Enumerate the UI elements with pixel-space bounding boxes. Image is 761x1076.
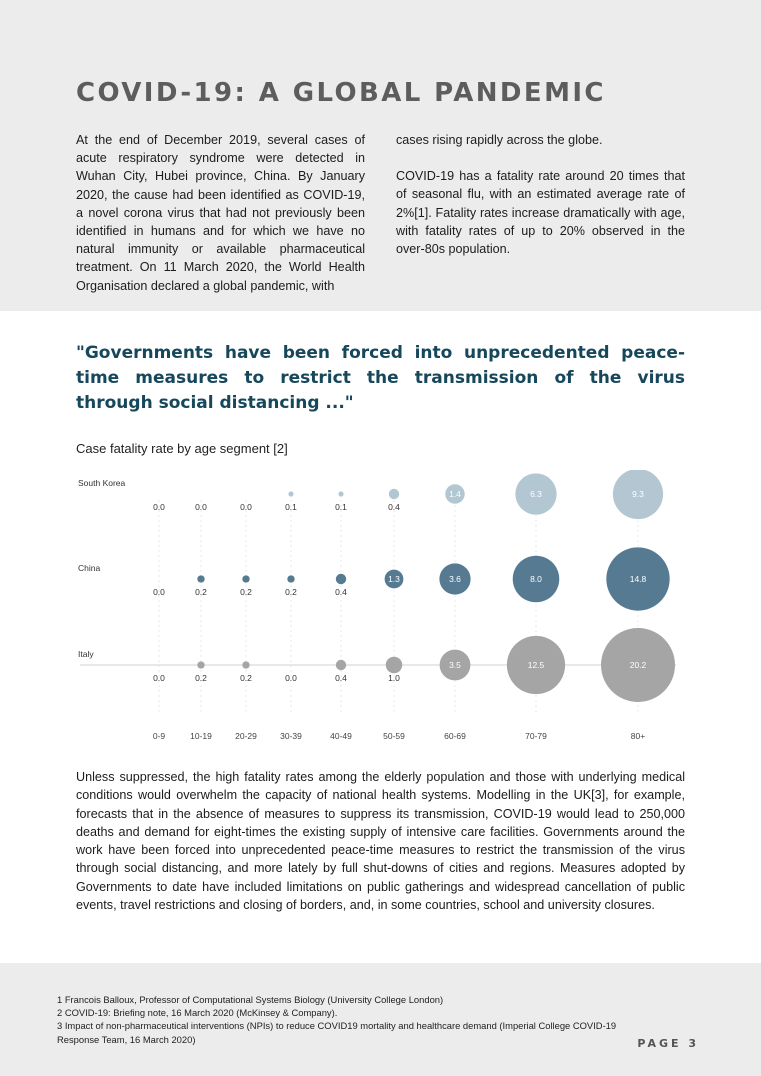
value-label-italy-6: 3.5 [449, 660, 461, 670]
x-tick-label-4: 40-49 [330, 731, 352, 741]
value-label-south-korea-7: 6.3 [530, 489, 542, 499]
x-tick-label-8: 80+ [630, 731, 646, 741]
pull-quote: "Governments have been forced into unprecedented peace-time measures to restrict the transmission of the virus through social distancing ..." [76, 343, 685, 413]
footnote-1: 1 Francois Balloux, Professor of Computational Systems Biology (University College London) [57, 994, 444, 1005]
value-label-china-5: 1.3 [388, 574, 400, 584]
bubble-south-korea-5 [389, 489, 399, 499]
bubble-china-1 [197, 575, 204, 582]
value-label-italy-4: 0.4 [335, 673, 347, 683]
x-tick-label-7: 70-79 [525, 731, 547, 741]
body-section [76, 768, 685, 914]
value-label-china-4: 0.4 [335, 587, 347, 597]
value-label-china-7: 8.0 [530, 574, 542, 584]
intro-continuation: cases rising rapidly across the globe. [396, 133, 603, 147]
bubble-south-korea-4 [338, 491, 343, 496]
value-label-china-6: 3.6 [449, 574, 461, 584]
value-label-china-2: 0.2 [240, 587, 252, 597]
value-label-china-8: 14.8 [629, 574, 647, 584]
footnote-3: 3 Impact of non-pharmaceutical interventions (NPIs) to reduce COVID19 mortality and healthcare demand (Imperial College COVID-19 Response Team, 16 March 2020) [57, 1020, 617, 1045]
x-tick-label-2: 20-29 [235, 731, 257, 741]
page-number: PAGE 3 [637, 1037, 699, 1050]
bubble-italy-1 [197, 661, 204, 668]
value-label-south-korea-1: 0.0 [195, 502, 207, 512]
value-label-china-3: 0.2 [285, 587, 297, 597]
bubble-china-2 [242, 575, 249, 582]
bubble-italy-2 [242, 661, 249, 668]
value-label-italy-2: 0.2 [240, 673, 252, 683]
value-label-italy-3: 0.0 [285, 673, 297, 683]
value-label-italy-1: 0.2 [195, 673, 207, 683]
series-label-italy: Italy [78, 649, 94, 659]
x-tick-label-6: 60-69 [444, 731, 466, 741]
footnotes [57, 993, 647, 1046]
value-label-italy-0: 0.0 [153, 673, 165, 683]
page-title: COVID-19: A GLOBAL PANDEMIC [76, 78, 606, 108]
value-label-italy-7: 12.5 [527, 660, 545, 670]
intro-column-right [396, 131, 685, 258]
value-label-south-korea-2: 0.0 [240, 502, 252, 512]
chart-title: Case fatality rate by age segment [2] [76, 441, 288, 456]
intro-column-left [76, 131, 365, 295]
value-label-south-korea-6: 1.4 [449, 489, 461, 499]
value-label-south-korea-4: 0.1 [335, 502, 347, 512]
x-tick-label-1: 10-19 [190, 731, 212, 741]
body-paragraph: Unless suppressed, the high fatality rates among the elderly population and those with underlying medical conditions would overwhelm the capacity of national health systems. Modelling in the UK[3], for example, forecasts that in the absence of measures to suppress its transmission, COVID-19 would lead to 250,000 deaths and demand for eight-times the existing supply of intensive care facilities. Governments around the work have been forced into unprecedented peace-time measures to restrict the transmission of the virus through social distancing, and more lately by full shut-downs of cities and regions. Measures adopted by Governments to date have included limitations on public gatherings and widespread cancellation of public events, travel restrictions and closing of borders, and, in some countries, school and university closures. [76, 770, 685, 913]
value-label-south-korea-8: 9.3 [632, 489, 644, 499]
value-label-china-0: 0.0 [153, 587, 165, 597]
value-label-china-1: 0.2 [195, 587, 207, 597]
series-label-china: China [78, 563, 101, 573]
value-label-south-korea-5: 0.4 [388, 502, 400, 512]
series-label-south-korea: South Korea [78, 478, 126, 488]
value-label-south-korea-3: 0.1 [285, 502, 297, 512]
bubble-china-4 [336, 574, 346, 584]
footnote-2: 2 COVID-19: Briefing note, 16 March 2020 (McKinsey & Company). [57, 1007, 338, 1019]
value-label-italy-8: 20.2 [629, 660, 647, 670]
x-tick-label-5: 50-59 [383, 731, 405, 741]
bubble-china-3 [287, 575, 294, 582]
bubble-italy-4 [336, 660, 346, 670]
value-label-italy-5: 1.0 [388, 673, 400, 683]
intro-paragraph: At the end of December 2019, several cases of acute respiratory syndrome were detected in Wuhan City, Hubei province, China. By January 2020, the cause had been identified as COVID-19, a novel corona virus that had not previously been identified in humans and for which we have no natural immunity or available pharmaceutical treatment. On 11 March 2020, the World Health Organisation declared a global pandemic, with [76, 133, 365, 293]
fatality-paragraph: COVID-19 has a fatality rate around 20 times that of seasonal flu, with an estimated average rate of 2%[1]. Fatality rates increase dramatically with age, with fatality rates of up to 20% observed in the over-80s population. [396, 169, 685, 257]
intro-section [0, 0, 761, 311]
x-tick-label-0: 0-9 [152, 731, 166, 741]
fatality-bubble-chart [70, 470, 690, 755]
bubble-italy-5 [386, 657, 402, 673]
x-tick-label-3: 30-39 [280, 731, 302, 741]
bubble-south-korea-3 [288, 491, 293, 496]
footer [0, 963, 761, 1076]
value-label-south-korea-0: 0.0 [153, 502, 165, 512]
